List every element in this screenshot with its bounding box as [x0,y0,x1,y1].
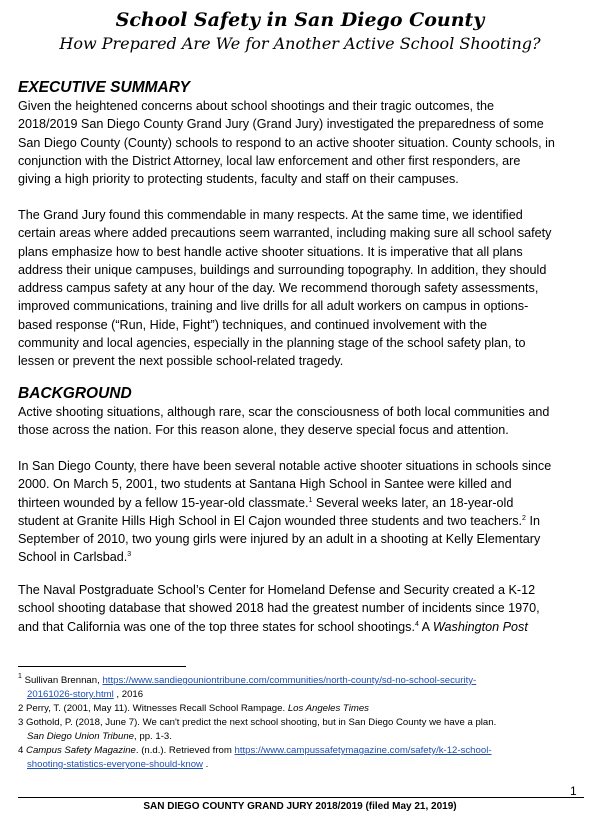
footnote-source: Campus Safety Magazine [26,745,136,756]
footnote-text: , pp. 1-3. [134,731,172,742]
text-line [18,494,590,512]
text-line: improved communications, training and live drills for all adult workers on campus in options- [18,299,529,314]
report-title: School Safety in San Diego County [115,9,485,31]
footnote-1 [18,674,593,688]
footnote-number: 1 [18,673,22,680]
footnote-2 [18,702,593,716]
background-paragraph-2 [18,457,590,567]
text-line: The Grand Jury found this commendable in many respects. At the same time, we identified [18,208,523,222]
text-line: address campus safety at any hour of the day. We recommend thorough safety assessments, [18,281,539,296]
text-fragment: Several weeks later, an 18-year-old [312,495,514,510]
footnote-divider [18,666,186,667]
footnote-text: Sullivan Brennan, [21,675,103,686]
text-line: The Naval Postgraduate School’s Center for Homeland Defense and Security created a K-12 [18,583,536,597]
footnote-3: 3 Gothold, P. (2018, June 7). We can't predict the next school shooting, but in San Diego County we have a plan. [18,717,497,728]
text-line: In San Diego County, there have been several notable active shooter situations in schools since [18,459,552,473]
footnote-link[interactable]: https://www.campussafetymagazine.com/safety/k-12-school- [234,745,492,756]
background-heading: BACKGROUND [18,385,132,402]
footnote-4-cont [18,758,593,772]
text-line: plans emphasize how to best handle active shooter situations. It is imperative that all plans [18,244,523,259]
text-line: conjunction with the District Attorney, local law enforcement and other first responders, are [18,153,521,168]
text-line: 2000. On March 5, 2001, two students at Santana High School in Santee were killed and [18,477,512,492]
footnote-link[interactable]: shooting-statistics-everyone-should-know [27,759,203,770]
text-line: school shooting database that showed 2018 had the greatest number of incidents since 1970, [18,601,540,616]
executive-summary-paragraph-1 [18,97,590,188]
text-line: Active shooting situations, although rare, scar the consciousness of both local communities and [18,405,550,419]
report-subtitle: How Prepared Are We for Another Active School Shooting? [59,34,541,53]
footnote-3-cont [18,730,593,744]
text-line: those across the nation. For this reason alone, they deserve special focus and attention. [18,423,509,438]
text-fragment: and that California was one of the top three states for school shootings. [18,619,415,634]
footnote-source: Los Angeles Times [287,703,369,714]
text-fragment: School in Carlsbad. [18,550,128,565]
text-line [18,548,590,566]
publication-name: Washington Post [432,619,528,634]
text-line [18,618,590,636]
footnote-link[interactable]: 20161026-story.html [27,689,114,700]
footnote-text: , 2016 [113,689,144,700]
footnote-source: San Diego Union Tribune [27,731,135,742]
text-line: Given the heightened concerns about school shootings and their tragic outcomes, the [18,99,495,113]
executive-summary-heading: EXECUTIVE SUMMARY [18,79,190,96]
text-line: San Diego County (County) schools to respond to an active shooter situation. County schools, in [18,135,555,150]
footnote-4 [18,744,593,758]
footnote-text: . [202,759,209,770]
text-fragment: In [525,513,540,528]
text-line: address their unique campuses, buildings and surrounding topography. In addition, they should [18,262,547,277]
text-fragment: A [418,619,433,634]
footnote-text: 2 Perry, T. (2001, May 11). Witnesses Recall School Rampage. [18,703,288,714]
background-paragraph-1 [18,403,590,440]
text-line: lessen or prevent the next possible school-related tragedy. [18,354,344,369]
footnote-number: 4 [18,745,27,756]
footnotes [18,674,593,772]
text-line: September of 2010, two young girls were injured by an adult in a shooting at Kelly Elementary [18,532,541,547]
footnote-1-cont [18,688,593,702]
footnote-ref-1[interactable]: 1 [308,496,313,504]
footnote-ref-2[interactable]: 2 [522,514,526,522]
footnote-ref-4[interactable]: 4 [414,620,419,628]
text-line: community and local agencies, especially in the planning stage of the school safety plan, to [18,336,526,351]
footnote-text: . (n.d.). Retrieved from [135,745,235,756]
text-line: 2018/2019 San Diego County Grand Jury (Grand Jury) investigated the preparedness of some [18,117,544,132]
executive-summary-paragraph-2 [18,206,590,371]
footnote-link[interactable]: https://www.sandiegouniontribune.com/communities/north-county/sd-no-school-security- [102,675,477,686]
background-paragraph-3 [18,581,590,636]
text-fragment: student at Granite Hills High School in El Cajon wounded three students and two teachers. [18,513,523,528]
text-fragment: thirteen wounded by a fellow 15-year-old classmate. [18,495,309,510]
text-line: based response (“Run, Hide, Fight”) techniques, and continued involvement with the [18,317,488,332]
page-footer: SAN DIEGO COUNTY GRAND JURY 2018/2019 (filed May 21, 2019) [143,801,457,812]
text-line: certain areas where added precautions seem warranted, including making sure all school safety [18,226,552,241]
footnote-ref-3[interactable]: 3 [127,551,132,559]
page-number: 1 [570,784,577,798]
text-line: giving a high priority to protecting students, faculty and staff on their campuses. [18,172,459,187]
text-line [18,512,590,530]
footer-divider [18,797,584,798]
